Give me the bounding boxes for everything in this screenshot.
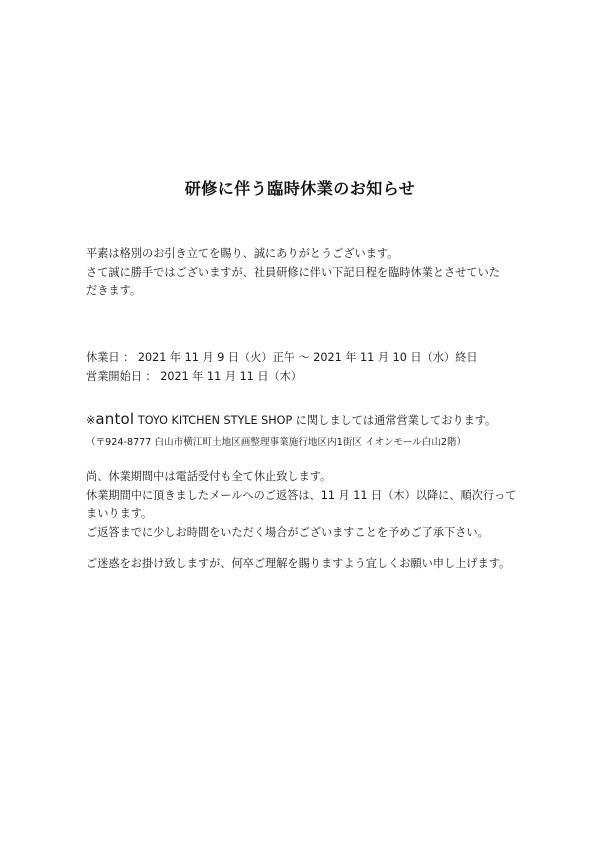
greeting-paragraph — [86, 245, 526, 301]
greeting-line: さて誠に勝手ではございますが、社員研修に伴い下記日程を臨時休業とさせていた — [86, 265, 500, 279]
schedule-block — [86, 349, 526, 386]
notes-line: まいります。 — [86, 507, 153, 520]
note-mark: ※ — [86, 414, 96, 427]
notes-line: 尚、休業期間中は電話受付も全て休止致します。 — [86, 470, 332, 483]
reopen-label: 営業開始日 — [86, 369, 142, 383]
notes-line: 休業期間中に頂きましたメールへのご返答は、11 月 11 日（木）以降に、順次行って — [86, 488, 517, 502]
greeting-line: だきます。 — [86, 284, 142, 297]
closure-label: 休業日 — [86, 351, 120, 364]
notes-paragraph — [86, 468, 526, 542]
store-notice — [86, 410, 526, 431]
notes-line: ご返答までに少しお時間をいただく場合がございますことを予めご了承下さい。 — [86, 525, 489, 539]
closure-value: ： 2021 年 11 月 9 日（火）正午 ～ 2021 年 11 月 10 日（水）終日 — [123, 351, 478, 364]
reopen-value: ： 2021 年 11 月 11 日（木） — [145, 369, 303, 383]
closure-dates — [86, 349, 526, 368]
reopen-date — [86, 368, 526, 387]
antol-logo: antol — [95, 410, 135, 428]
store-notice-text: TOYO KITCHEN STYLE SHOP に関しましては通常営業しております。 — [134, 414, 497, 427]
store-address: （〒924-8777 白山市横江町土地区画整理事業施行地区内1街区 イオンモール白山2階） — [86, 437, 467, 448]
page-title: 研修に伴う臨時休業のお知らせ — [184, 179, 416, 198]
closing-paragraph: ご迷惑をお掛け致しますが、何卒ご理解を賜りますよう宜しくお願い申し上げます。 — [86, 557, 511, 570]
greeting-line: 平素は格別のお引き立てを賜り、誠にありがとうございます。 — [86, 247, 399, 260]
